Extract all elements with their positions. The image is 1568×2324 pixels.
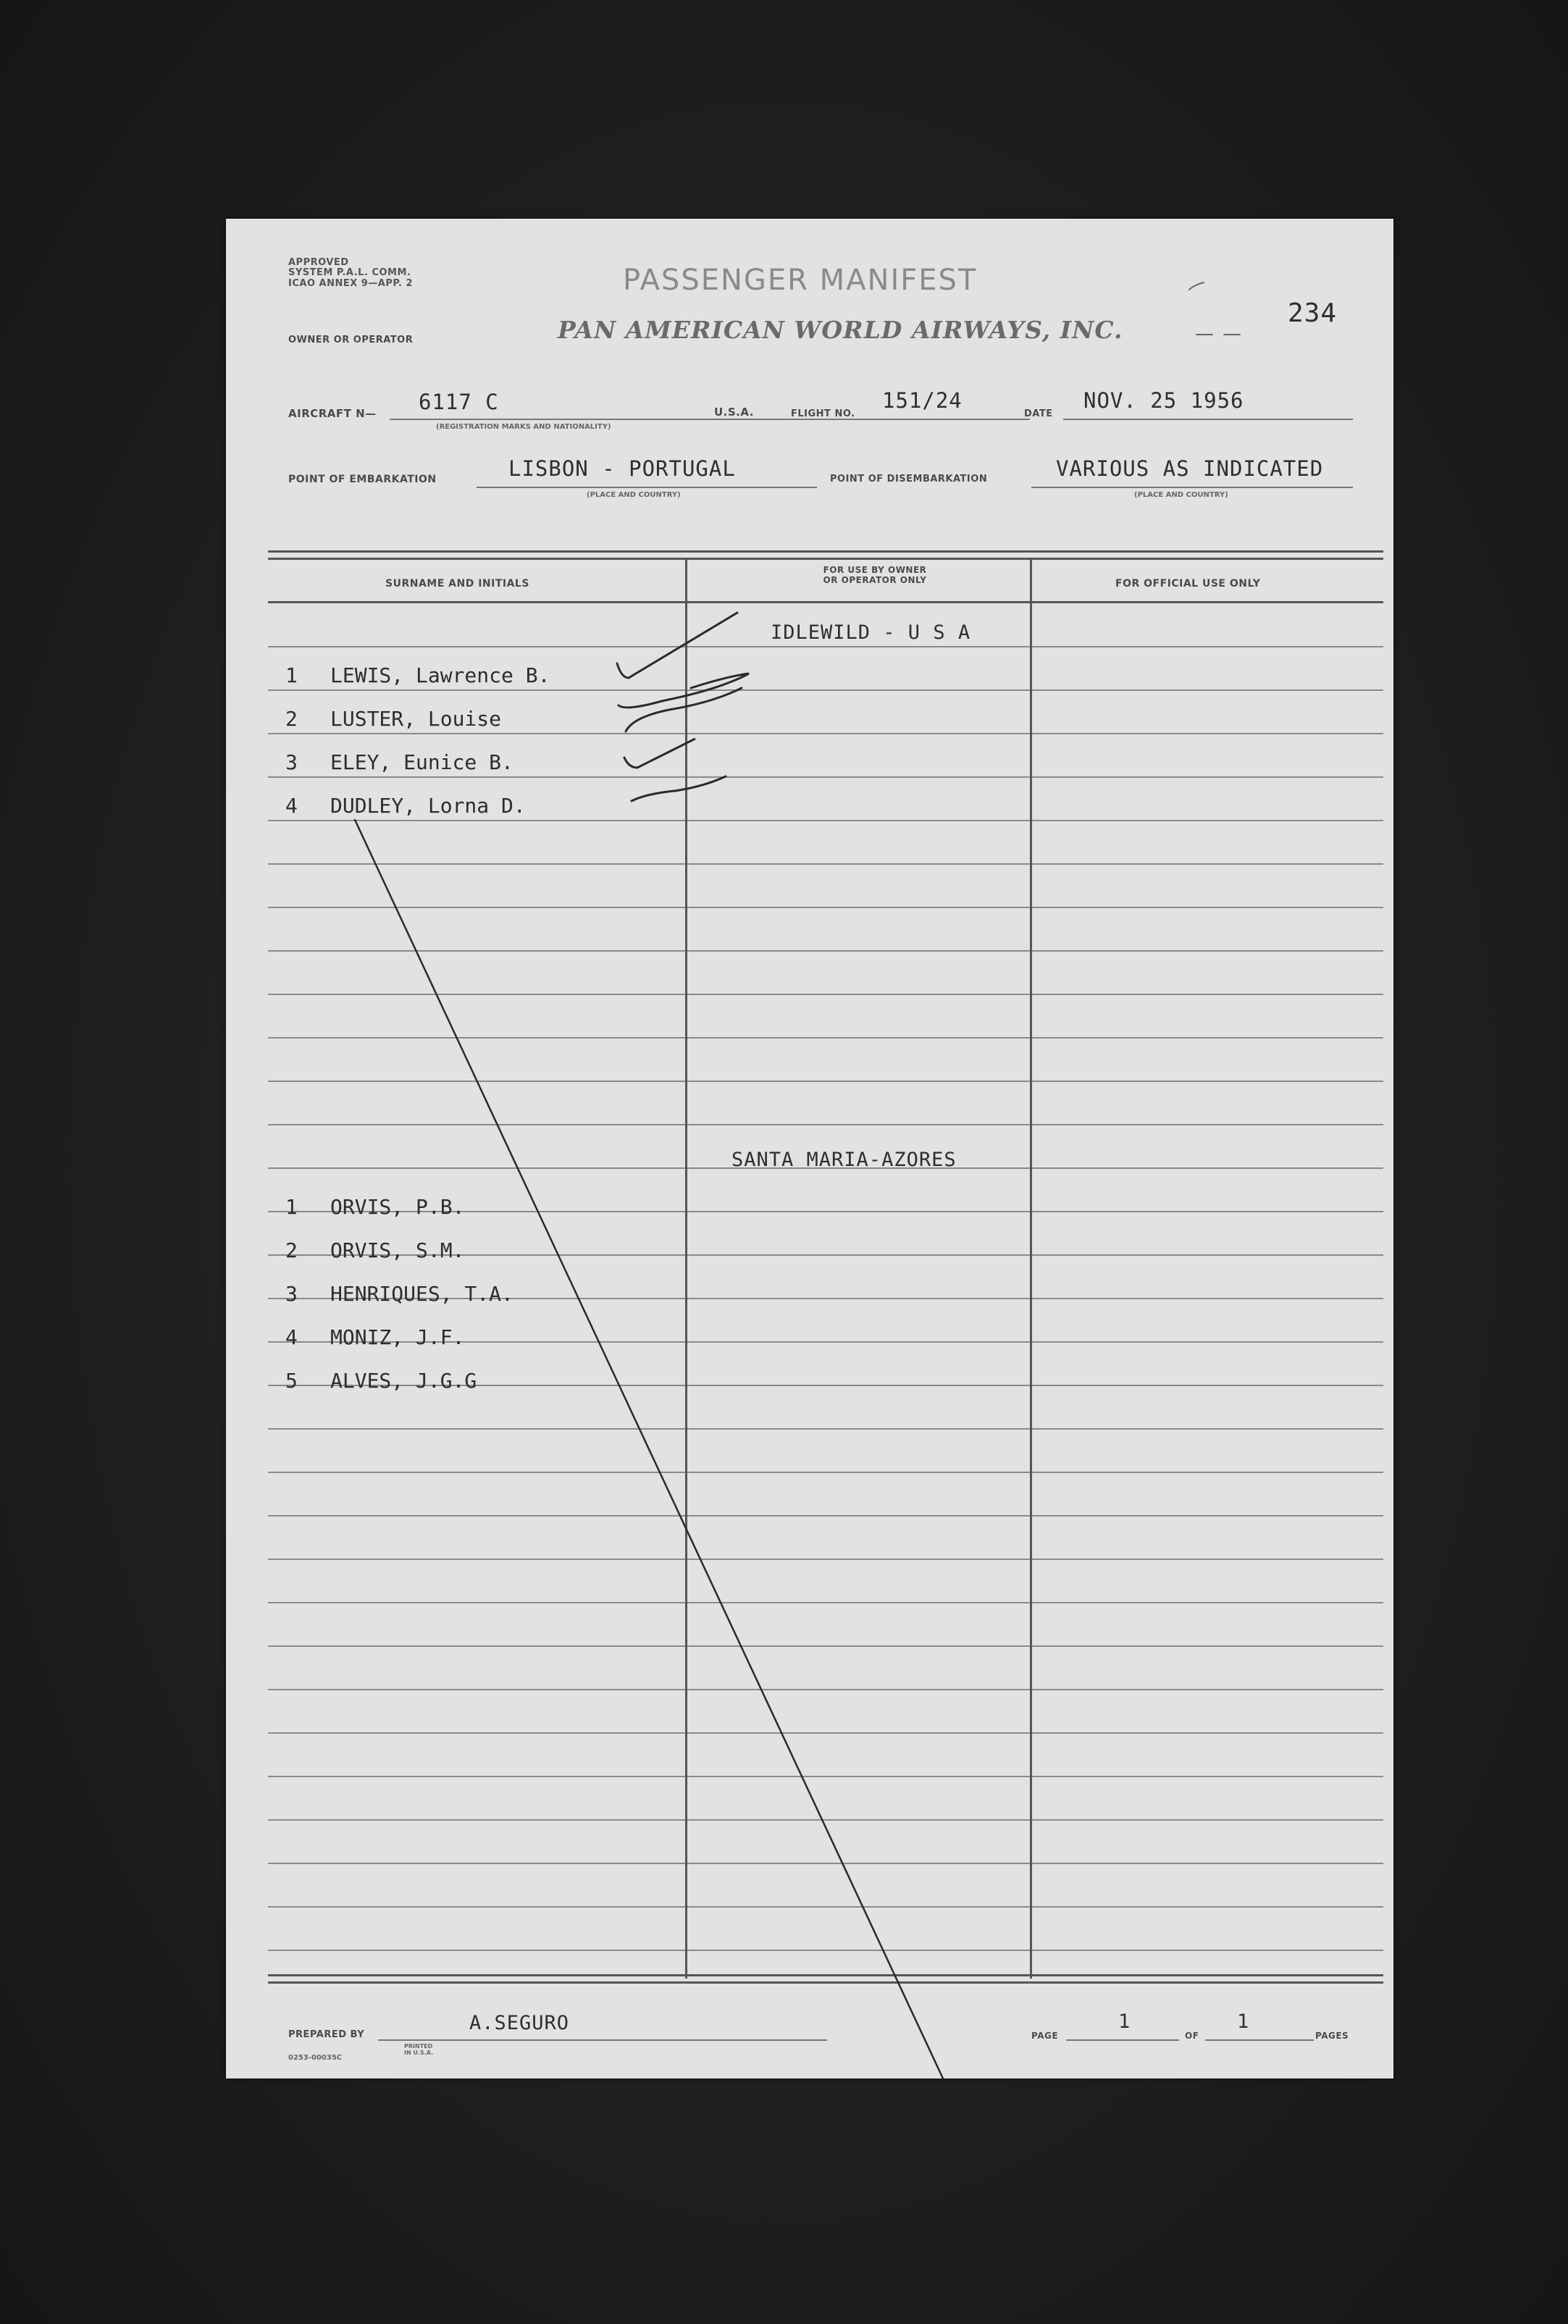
column-header-official-use: FOR OFFICIAL USE ONLY bbox=[1115, 578, 1261, 590]
owner-use-line: OR OPERATOR ONLY bbox=[823, 575, 927, 585]
embarkation-label: POINT OF EMBARKATION bbox=[288, 474, 437, 485]
airline-name: PAN AMERICAN WORLD AIRWAYS, INC. bbox=[558, 316, 1123, 344]
date-label: DATE bbox=[1024, 408, 1053, 419]
group-destination-santa-maria: SANTA MARIA-AZORES bbox=[731, 1149, 957, 1171]
manifest-title: PASSENGER MANIFEST bbox=[623, 264, 978, 297]
embarkation-value: LISBON - PORTUGAL bbox=[508, 456, 736, 481]
check-mark bbox=[619, 674, 749, 708]
approval-line: SYSTEM P.A.L. COMM. bbox=[288, 267, 411, 279]
date-value: NOV. 25 1956 bbox=[1083, 388, 1244, 413]
passenger-name: HENRIQUES, T.A. bbox=[330, 1282, 513, 1306]
flight-label: FLIGHT NO. bbox=[791, 408, 855, 419]
row-number: 2 bbox=[285, 707, 298, 731]
registration-caption: (REGISTRATION MARKS AND NATIONALITY) bbox=[436, 423, 611, 431]
handwritten-marks bbox=[226, 219, 1393, 2078]
row-number: 3 bbox=[285, 1282, 298, 1306]
passenger-name: MONIZ, J.F. bbox=[330, 1325, 465, 1349]
owner-use-line: FOR USE BY OWNER bbox=[823, 565, 927, 575]
row-number: 1 bbox=[285, 663, 298, 687]
prepared-by-value: A.SEGURO bbox=[469, 2012, 570, 2034]
disembarkation-caption: (PLACE AND COUNTRY) bbox=[1134, 491, 1228, 499]
disembarkation-value: VARIOUS AS INDICATED bbox=[1056, 456, 1324, 481]
owner-operator-label: OWNER OR OPERATOR bbox=[288, 335, 414, 345]
of-value: 1 bbox=[1237, 2010, 1250, 2033]
of-label: OF bbox=[1185, 2031, 1199, 2041]
passenger-name: LEWIS, Lawrence B. bbox=[330, 663, 550, 687]
check-mark bbox=[617, 613, 737, 678]
group-destination-idlewild: IDLEWILD - U S A bbox=[771, 621, 971, 644]
country-label: U.S.A. bbox=[714, 406, 754, 419]
row-number: 5 bbox=[285, 1369, 298, 1393]
corner-mark bbox=[1189, 282, 1240, 335]
row-number: 4 bbox=[285, 794, 298, 818]
manifest-sheet bbox=[226, 219, 1393, 2078]
row-number: 3 bbox=[285, 750, 298, 774]
passenger-name: LUSTER, Louise bbox=[330, 707, 502, 731]
column-header-surname: SURNAME AND INITIALS bbox=[385, 578, 529, 590]
check-mark bbox=[624, 739, 695, 768]
row-number: 1 bbox=[285, 1195, 298, 1219]
row-number: 2 bbox=[285, 1238, 298, 1262]
pages-label: PAGES bbox=[1315, 2031, 1349, 2041]
embarkation-caption: (PLACE AND COUNTRY) bbox=[587, 491, 681, 499]
page-value: 1 bbox=[1118, 2010, 1131, 2033]
diagonal-strike-line bbox=[355, 820, 943, 2078]
page-stamp-number: 234 bbox=[1288, 298, 1338, 328]
aircraft-value: 6117 C bbox=[419, 390, 499, 414]
passenger-name: ORVIS, S.M. bbox=[330, 1238, 465, 1262]
check-mark bbox=[626, 688, 742, 731]
approval-line: ICAO ANNEX 9—APP. 2 bbox=[288, 277, 414, 289]
row-number: 4 bbox=[285, 1325, 298, 1349]
prepared-by-label: PREPARED BY bbox=[288, 2029, 365, 2040]
page-label: PAGE bbox=[1031, 2031, 1059, 2041]
passenger-name: ORVIS, P.B. bbox=[330, 1195, 465, 1219]
passenger-name: ELEY, Eunice B. bbox=[330, 750, 513, 774]
passenger-name: ALVES, J.G.G bbox=[330, 1369, 477, 1393]
passenger-name: DUDLEY, Lorna D. bbox=[330, 794, 526, 818]
approval-line: APPROVED bbox=[288, 257, 349, 268]
printed-in-note: PRINTED IN U.S.A. bbox=[404, 2043, 434, 2056]
form-number: 0253-00035C bbox=[288, 2054, 343, 2062]
aircraft-label: AIRCRAFT N— bbox=[288, 407, 377, 420]
disembarkation-label: POINT OF DISEMBARKATION bbox=[830, 474, 988, 484]
check-mark bbox=[632, 776, 726, 801]
flight-value: 151/24 bbox=[882, 388, 963, 413]
